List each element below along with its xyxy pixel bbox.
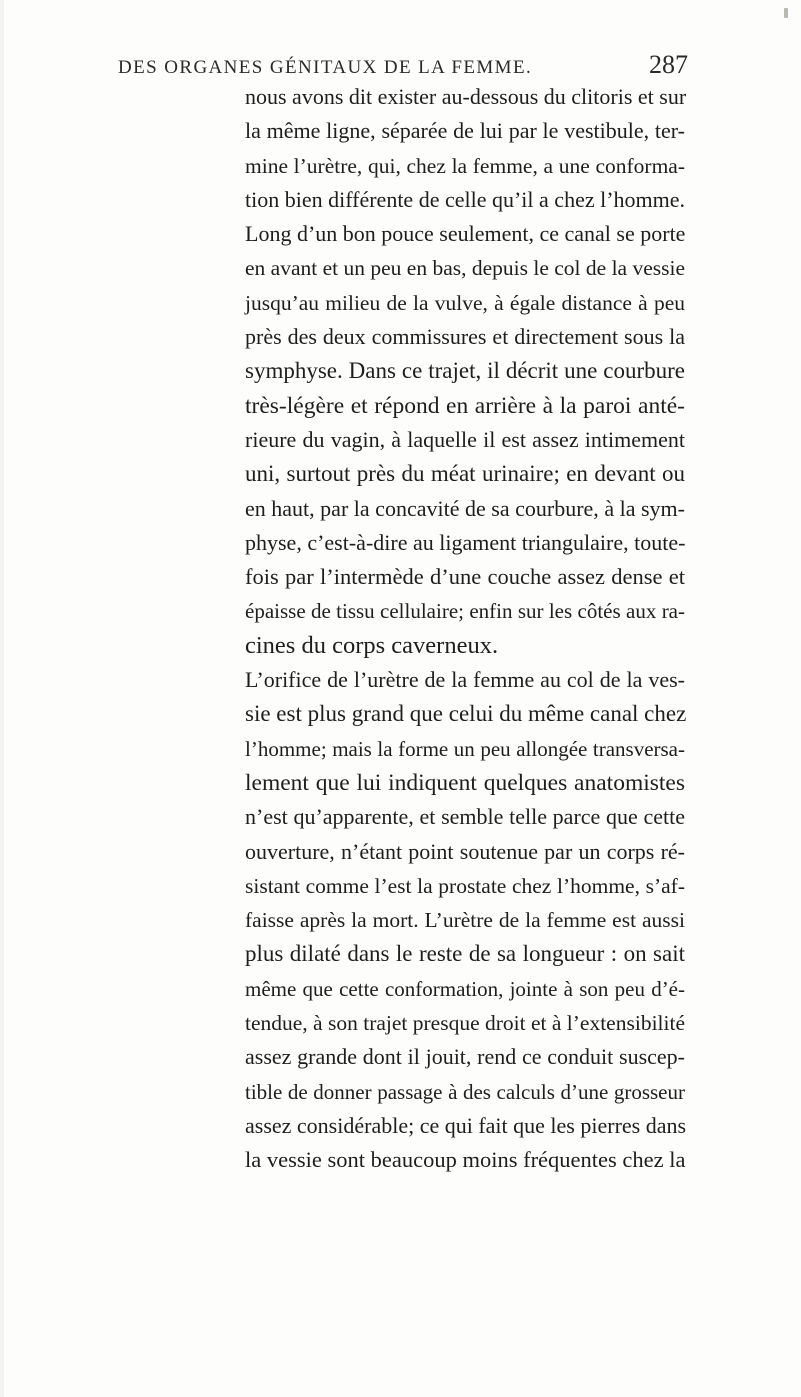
text-line: sie est plus grand que celui du même canal chez bbox=[245, 701, 687, 727]
text-line: uni, surtout près du méat urinaire; en devant ou bbox=[245, 461, 685, 487]
text-line: plus dilaté dans le reste de sa longueur : on sait bbox=[245, 941, 685, 967]
text-line: assez considérable; ce qui fait que les pierres dans bbox=[245, 1112, 687, 1138]
text-line: près des deux commissures et directement sous la bbox=[245, 324, 685, 350]
text-line: nous avons dit exister au-dessous du clitoris et sur bbox=[245, 84, 687, 109]
text-line: physe, c’est-à-dire au ligament triangulaire, toute- bbox=[245, 529, 686, 555]
text-line: tendue, à son trajet presque droit et à l’extensibilité bbox=[245, 1011, 686, 1036]
text-line: ouverture, n’étant point soutenue par un corps ré- bbox=[245, 838, 685, 864]
text-line: épaisse de tissu cellulaire; enfin sur les côtés aux ra- bbox=[245, 599, 685, 624]
text-line: tible de donner passage à des calculs d’une grosseur bbox=[245, 1079, 685, 1104]
text-line: en haut, par la concavité de sa courbure, à la sym- bbox=[245, 495, 685, 521]
text-line: assez grande dont il jouit, rend ce conduit suscep- bbox=[245, 1044, 685, 1070]
margin-mark bbox=[784, 8, 788, 18]
text-line: rieure du vagin, à laquelle il est assez intimement bbox=[245, 426, 685, 452]
text-line: cines du corps caverneux. bbox=[245, 631, 499, 659]
text-line: sistant comme l’est la prostate chez l’homme, s’af- bbox=[245, 873, 685, 898]
page-number: 287 bbox=[649, 50, 688, 79]
text-line: L’orifice de l’urètre de la femme au col de la ves- bbox=[245, 667, 685, 693]
text-line: faisse après la mort. L’urètre de la femme est aussi bbox=[245, 908, 685, 933]
page-edge bbox=[0, 0, 4, 1397]
text-line: tion bien différente de celle qu’il a chez l’homme. bbox=[245, 186, 686, 212]
text-line: même que cette conformation, jointe à son peu d’é- bbox=[245, 976, 685, 1001]
text-line: l’homme; mais la forme un peu allongée transversa- bbox=[245, 736, 685, 761]
text-line: la même ligne, séparée de lui par le vestibule, ter- bbox=[245, 118, 685, 144]
text-line: n’est qu’apparente, et semble telle parce que cette bbox=[245, 804, 685, 830]
text-line: symphyse. Dans ce trajet, il décrit une courbure bbox=[245, 358, 685, 384]
text-line: mine l’urètre, qui, chez la femme, a une conforma- bbox=[245, 153, 685, 178]
text-line: lement que lui indiquent quelques anatomistes bbox=[245, 769, 685, 796]
text-line: jusqu’au milieu de la vulve, à égale distance à peu bbox=[245, 290, 685, 315]
running-title: DES ORGANES GÉNITAUX DE LA FEMME. bbox=[118, 57, 533, 78]
text-line: fois par l’intermède d’une couche assez dense et bbox=[245, 564, 685, 590]
body-text bbox=[245, 80, 685, 1178]
running-head bbox=[118, 50, 688, 80]
text-line: très-légère et répond en arrière à la paroi anté- bbox=[245, 392, 685, 419]
text-line: en avant et un peu en bas, depuis le col de la vessie bbox=[245, 256, 686, 281]
text-line: Long d’un bon pouce seulement, ce canal se porte bbox=[245, 221, 686, 247]
text-line: la vessie sont beaucoup moins fréquentes chez la bbox=[245, 1147, 686, 1173]
